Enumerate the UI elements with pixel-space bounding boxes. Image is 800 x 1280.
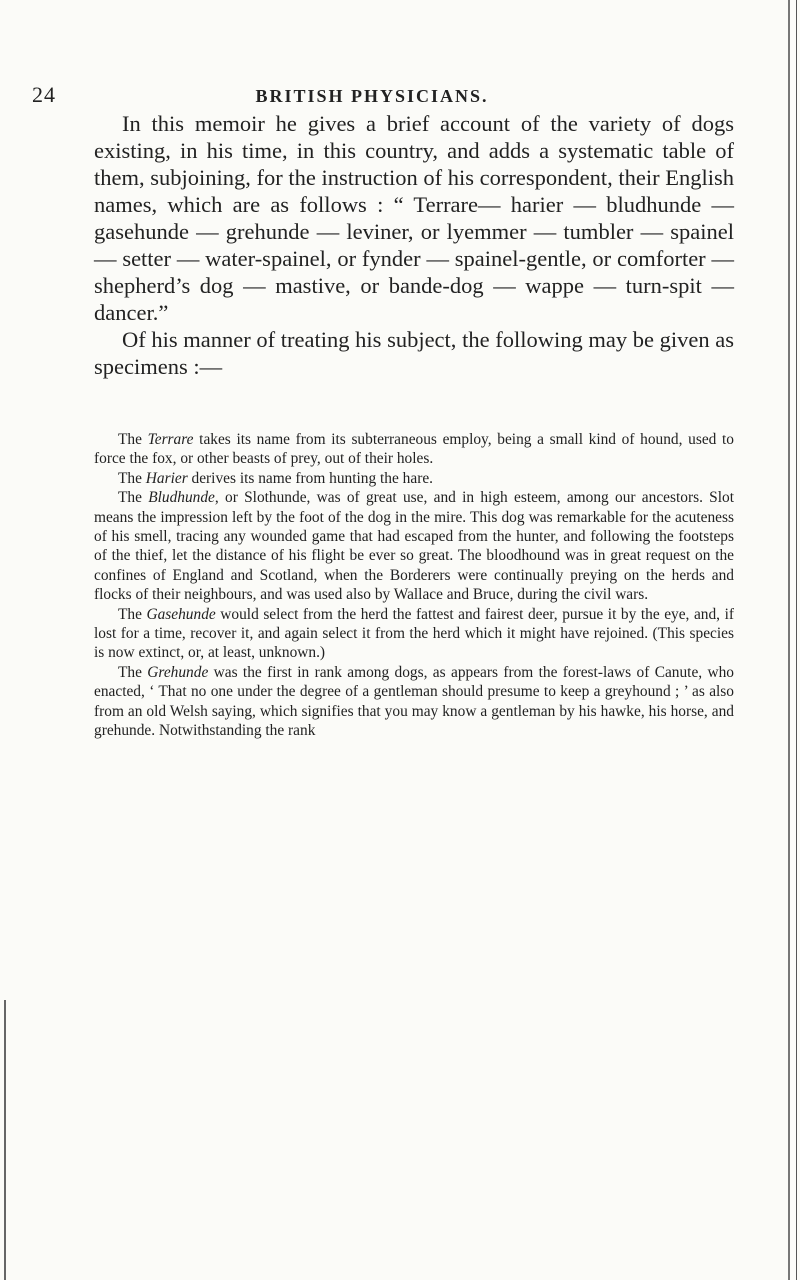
binding-line bbox=[4, 1000, 6, 1280]
note-term: Harier bbox=[145, 469, 188, 487]
note-term: Grehunde bbox=[147, 663, 209, 681]
note-grehunde: The Grehunde was the first in rank among dogs, as appears from the forest-laws of Canute, who enacted, ‘ That no one under the degree of a gentleman should presume to keep a greyhound ; ’ as also from an old Welsh saying, which signifies that you may know a gentleman by his hawke, his horse, and grehunde. Notwithstanding the rank bbox=[94, 663, 735, 740]
note-term: Terrare bbox=[147, 431, 194, 448]
note-term: Gasehunde bbox=[146, 605, 216, 623]
paragraph: Of his manner of treating his subject, the following may be given as specimens :— bbox=[94, 327, 734, 379]
page-number: 24 bbox=[32, 82, 56, 107]
paragraph: In this memoir he gives a brief account of the variety of dogs existing, in his time, in this country, and adds a systematic table of them, subjoining, for the instruction of his correspondent, their English names, which are as follows : “ Terrare— harier — bludhunde — gasehunde — grehunde — leviner, or lyemmer — tumbler — spainel — setter — water-spainel, or fynder — spainel-gentle, or comforter — shepherd’s dog — mastive, or bande-dog — wappe — turn-spit — dancer.” bbox=[94, 111, 734, 325]
note-harier: The Harier derives its name from hunting the hare. bbox=[118, 469, 434, 487]
main-text bbox=[94, 110, 734, 380]
notes-section bbox=[94, 430, 734, 741]
note-gasehunde: The Gasehunde would select from the herd the fattest and fairest deer, pursue it by the eye, and, if lost for a time, recover it, and again select it from the herd which it might have rejoined. (This species is now extinct, or, at least, unknown.) bbox=[94, 605, 734, 662]
page-header bbox=[32, 82, 712, 112]
running-head: BRITISH PHYSICIANS. bbox=[255, 86, 489, 106]
note-bludhunde: The Bludhunde, or Slothunde, was of great use, and in high esteem, among our ancestors. Slot means the impression left by the foot of the dog in the mire. This dog was remarkable for the acuteness of his smell, tracing any wounded game that had escaped from the hunter, and following the footsteps of the thief, let the distance of his flight be ever so great. The bloodhound was in great request on the confines of England and Scotland, when the Borderers were continually preying on the herds and flocks of their neighbours, and was used also by Wallace and Bruce, during the civil wars. bbox=[94, 489, 734, 604]
note-term: Bludhunde bbox=[148, 489, 215, 507]
page-edge-shadow bbox=[788, 0, 797, 1280]
note-terrare: The Terrare takes its name from its subterraneous employ, being a small kind of hound, used to force the fox, or other beasts of prey, out of their holes. bbox=[94, 431, 734, 468]
